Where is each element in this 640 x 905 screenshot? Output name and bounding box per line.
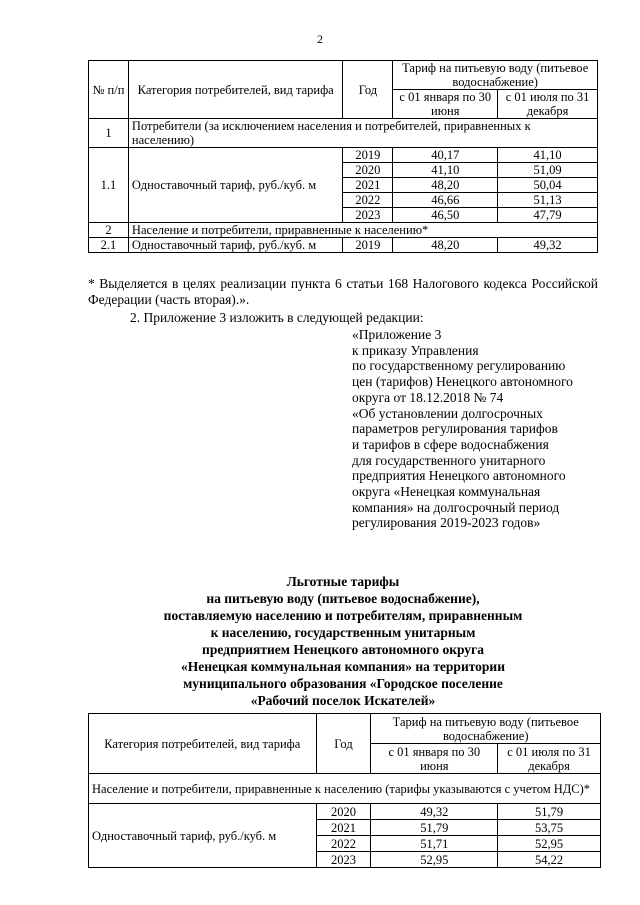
table-row-jan: 48,20 — [393, 238, 498, 253]
table-row-jan: 52,95 — [371, 852, 498, 868]
table-row-year: 2022 — [343, 193, 393, 208]
appendix-line: «Об установлении долгосрочных — [352, 405, 543, 421]
appendix-line: к приказу Управления — [352, 342, 479, 358]
table-row-jul: 51,09 — [498, 163, 598, 178]
table-row-year: 2023 — [316, 852, 371, 868]
title-line: на питьевую воду (питьевое водоснабжение), — [206, 591, 480, 606]
row1-text: Потребители (за исключением населения и потребителей, приравненных к населению) — [128, 119, 597, 148]
title-line: «Рабочий поселок Искателей» — [250, 693, 436, 708]
table-row-jul: 41,10 — [498, 148, 598, 163]
title-line: к населению, государственным унитарным — [210, 625, 476, 640]
appendix-line: компания» на долгосрочный период — [352, 499, 560, 515]
table-row-jan: 51,71 — [371, 836, 498, 852]
table-row-jul: 50,04 — [498, 178, 598, 193]
col-num-header: № п/п — [89, 61, 129, 119]
table-row-year: 2020 — [343, 163, 393, 178]
appendix-line: параметров регулирования тарифов — [352, 421, 558, 437]
table-row-jan: 48,20 — [393, 178, 498, 193]
appendix-line: по государственному регулированию — [352, 358, 566, 374]
table-row-year: 2021 — [316, 820, 371, 836]
table-row-jan: 51,79 — [371, 820, 498, 836]
appendix-line: предприятия Ненецкого автономного — [352, 468, 566, 484]
title-line: муниципального образования «Городское поселение — [183, 676, 503, 691]
table-row-jan: 41,10 — [393, 163, 498, 178]
col-category-header: Категория потребителей, вид тарифа — [128, 61, 343, 119]
appendix-block — [352, 327, 602, 531]
footnote: * Выделяется в целях реализации пункта 6 статьи 168 Налогового кодекса Российской Федерации (часть вторая).». — [88, 276, 598, 307]
table-row-jul: 51,13 — [498, 193, 598, 208]
row2-num: 2 — [89, 223, 129, 238]
table-row-year: 2019 — [343, 238, 393, 253]
table-row-year: 2022 — [316, 836, 371, 852]
row11-num: 1.1 — [89, 148, 129, 223]
row1-num: 1 — [89, 119, 129, 148]
row2-text: Население и потребители, приравненные к населению* — [128, 223, 597, 238]
table-row-jul: 51,79 — [498, 804, 601, 820]
table-row-year: 2021 — [343, 178, 393, 193]
col-tariff-header: Тариф на питьевую воду (питьевое водоснабжение) — [371, 714, 601, 744]
table-row-jul: 54,22 — [498, 852, 601, 868]
col-jan-header: с 01 января по 30 июня — [371, 744, 498, 774]
appendix-line: цен (тарифов) Ненецкого автономного — [352, 374, 573, 390]
row21-num: 2.1 — [89, 238, 129, 253]
col-year-header: Год — [316, 714, 371, 774]
group-text: Население и потребители, приравненные к населению (тарифы указываются с учетом НДС)* — [89, 774, 601, 804]
table-row-jan: 49,32 — [371, 804, 498, 820]
appendix-line: округа от 18.12.2018 № 74 — [352, 389, 504, 405]
appendix-line: регулирования 2019-2023 годов» — [352, 515, 541, 531]
page-number: 2 — [317, 32, 323, 46]
table-row-jul: 53,75 — [498, 820, 601, 836]
col-jul-header: с 01 июля по 31 декабря — [498, 744, 601, 774]
page-title — [88, 573, 598, 709]
col-jul-header: с 01 июля по 31 декабря — [498, 90, 598, 119]
col-tariff-header: Тариф на питьевую воду (питьевое водоснабжение) — [393, 61, 598, 90]
table-row-year: 2023 — [343, 208, 393, 223]
title-line: поставляемую населению и потребителям, приравненным — [163, 608, 523, 623]
table-row-year: 2019 — [343, 148, 393, 163]
item-2: 2. Приложение 3 изложить в следующей редакции: — [130, 310, 424, 325]
row11-text: Одноставочный тариф, руб./куб. м — [128, 148, 343, 223]
title-line: Льготные тарифы — [286, 574, 400, 589]
col-year-header: Год — [343, 61, 393, 119]
table-row-jul: 49,32 — [498, 238, 598, 253]
appendix-line: и тарифов в сфере водоснабжения — [352, 436, 549, 452]
appendix-line: округа «Ненецкая коммунальная — [352, 484, 541, 500]
tariff-table-1 — [88, 60, 598, 253]
tariff-table-2 — [88, 713, 601, 868]
table-row-jan: 40,17 — [393, 148, 498, 163]
title-line: предприятием Ненецкого автономного округа — [202, 642, 484, 657]
row-text: Одноставочный тариф, руб./куб. м — [89, 804, 317, 868]
appendix-line: «Приложение 3 — [352, 327, 442, 342]
table-row-jul: 47,79 — [498, 208, 598, 223]
col-category-header: Категория потребителей, вид тарифа — [89, 714, 317, 774]
table-row-jan: 46,66 — [393, 193, 498, 208]
col-jan-header: с 01 января по 30 июня — [393, 90, 498, 119]
table-row-jan: 46,50 — [393, 208, 498, 223]
table-row-year: 2020 — [316, 804, 371, 820]
title-line: «Ненецкая коммунальная компания» на территории — [181, 659, 505, 674]
table-row-jul: 52,95 — [498, 836, 601, 852]
row21-text: Одноставочный тариф, руб./куб. м — [128, 238, 343, 253]
appendix-line: для государственного унитарного — [352, 452, 546, 468]
